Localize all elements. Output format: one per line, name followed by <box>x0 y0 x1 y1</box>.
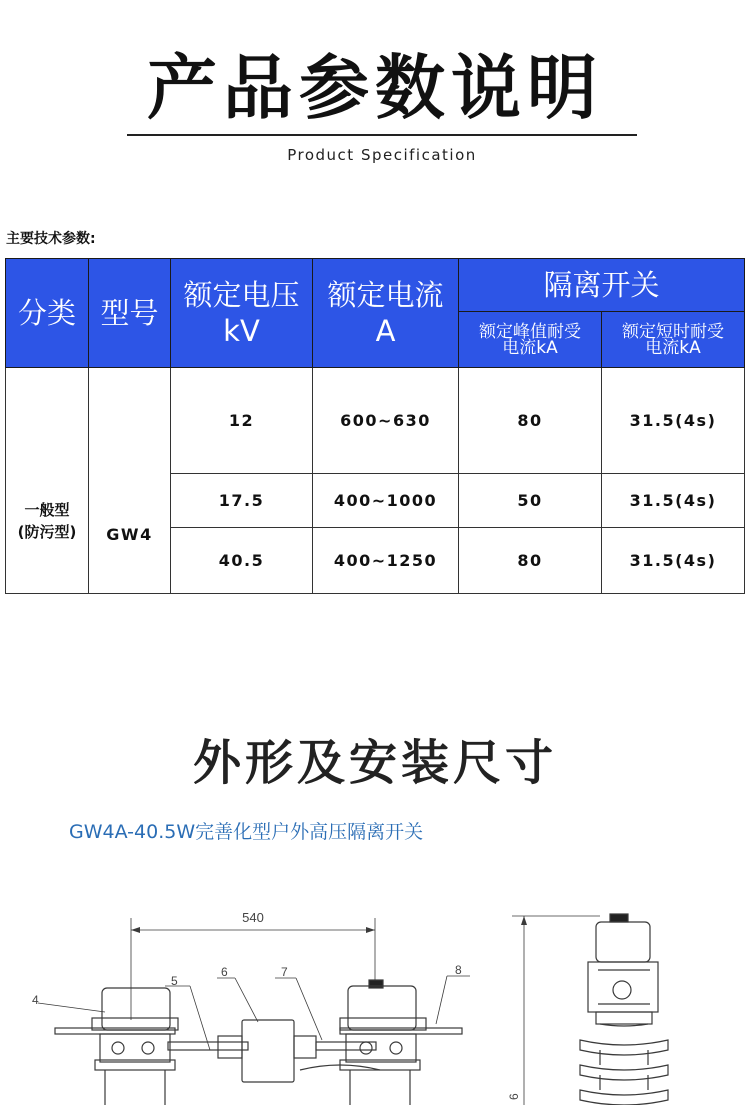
right-insulator-stub <box>350 1070 410 1105</box>
header-rated-current-unit: A <box>375 314 396 348</box>
voltage-cell: 17.5 <box>171 474 313 528</box>
left-insulator-stub <box>105 1070 165 1105</box>
page-title: 产品参数说明 <box>147 47 603 129</box>
header-peak-withstand <box>459 312 602 368</box>
current-cell: 600~630 <box>313 368 459 474</box>
right-operating-head <box>348 986 416 1030</box>
voltage-cell: 12 <box>171 368 313 474</box>
callout-8: 8 <box>455 963 462 977</box>
header-rated-voltage <box>171 259 313 368</box>
callout-6: 6 <box>221 965 228 979</box>
spec-table <box>5 258 745 594</box>
header-rated-voltage-unit: kV <box>223 314 260 348</box>
header-short-time-line1: 额定短时耐受 <box>622 321 724 342</box>
title-underline <box>127 134 637 136</box>
header-short-time-withstand <box>602 312 745 368</box>
left-base-block <box>100 1034 170 1062</box>
category-cell <box>6 368 89 594</box>
header-category: 分类 <box>6 259 89 368</box>
peak-cell: 80 <box>459 528 602 594</box>
page-subtitle: Product Specification <box>287 146 477 164</box>
short-time-cell: 31.5(4s) <box>602 474 745 528</box>
header-rated-current-label: 额定电流 <box>327 278 444 312</box>
category-line1: 一般型 <box>24 500 70 519</box>
model-cell: GW4 <box>89 368 171 594</box>
callout-7: 7 <box>281 965 288 979</box>
center-contact-left <box>218 1036 242 1058</box>
dimension-arrow-right <box>366 927 375 933</box>
center-contact-box <box>242 1020 294 1082</box>
short-time-cell: 31.5(4s) <box>602 528 745 594</box>
side-pivot <box>613 981 631 999</box>
right-base-block <box>346 1034 416 1062</box>
side-operating-head <box>596 922 650 962</box>
left-operating-head <box>102 988 170 1030</box>
current-cell: 400~1000 <box>313 474 459 528</box>
dimensions-section-title: 外形及安装尺寸 <box>192 735 557 791</box>
peak-cell: 50 <box>459 474 602 528</box>
current-cell: 400~1250 <box>313 528 459 594</box>
side-insulator-shed-3 <box>580 1090 668 1105</box>
category-line2: (防污型) <box>17 522 77 541</box>
header-rated-current <box>313 259 459 368</box>
side-insulator-shed-1 <box>580 1024 668 1055</box>
header-model: 型号 <box>89 259 171 368</box>
drawing-title: GW4A-40.5W完善化型户外高压隔离开关 <box>69 821 424 843</box>
callout-4: 4 <box>32 993 39 1007</box>
side-top-cap <box>610 914 628 922</box>
table-row <box>6 368 745 474</box>
header-peak-withstand-line2: 电流kA <box>502 337 558 358</box>
side-insulator-shed-2 <box>580 1065 668 1080</box>
main-params-label: 主要技术参数: <box>6 231 96 247</box>
right-top-cap <box>369 980 383 988</box>
left-terminal-plate <box>55 1028 175 1034</box>
header-isolator-switch: 隔离开关 <box>459 259 745 312</box>
dimension-drawing <box>0 900 750 1105</box>
header-peak-withstand-line1: 额定峰值耐受 <box>479 321 581 342</box>
voltage-cell: 40.5 <box>171 528 313 594</box>
header-rated-voltage-label: 额定电压 <box>183 278 300 312</box>
short-time-cell: 31.5(4s) <box>602 368 745 474</box>
dimension-arrow-left <box>131 927 140 933</box>
right-terminal-plate <box>340 1028 462 1034</box>
side-dimension-label: 6 <box>507 1093 521 1100</box>
side-base-flange <box>596 1012 652 1024</box>
header-short-time-line2: 电流kA <box>645 337 701 358</box>
peak-cell: 80 <box>459 368 602 474</box>
center-contact-right <box>294 1036 316 1058</box>
dimension-540-label: 540 <box>242 910 264 925</box>
callout-5: 5 <box>171 974 178 988</box>
